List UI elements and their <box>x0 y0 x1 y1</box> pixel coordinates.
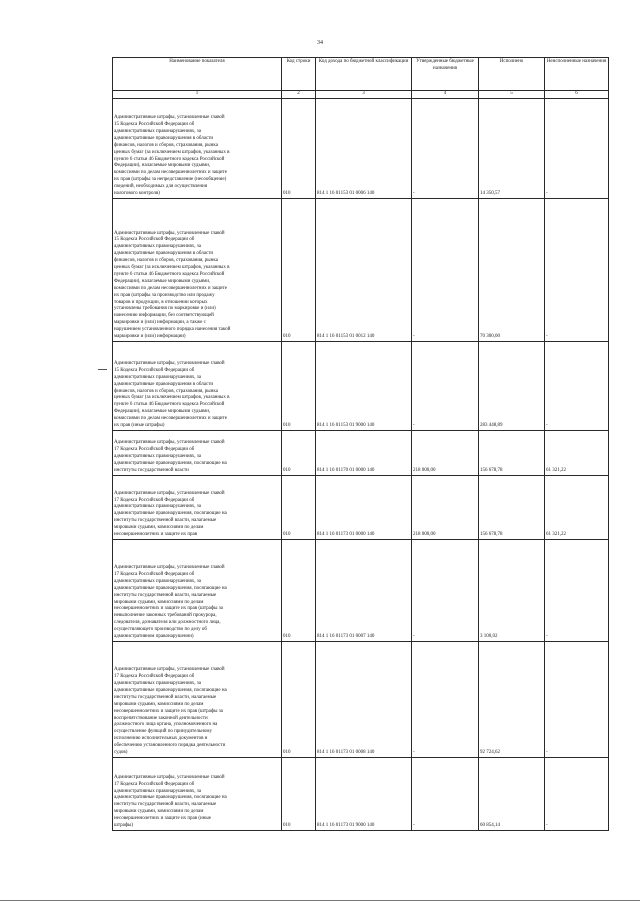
table-row <box>113 199 609 342</box>
column-index: 5 <box>479 91 545 99</box>
indicator-name: Административные штрафы, установленные главой 15 Кодекса Российской Федерации об административных правонарушениях, за административные правонарушения в области финансов, налогов и сборов, страхования, рынка ценных бумаг (за исключением штрафов, указанных в пункте 6 статьи 46 Бюджетного кодекса Российской Федерации), налагаемые мировыми судьями, комиссиями по делам несовершеннолетних и защите их прав (штрафы за производство или продажу товаров и продукции, в отношении которых установлены требования по маркировке и (или) нанесению информации, без соответствующей маркировки и (или) информации, а также с нарушением установленного порядка нанесения такой маркировки и (или) информации) <box>113 199 282 342</box>
table-row <box>113 99 609 199</box>
executed-amount: 14 350,57 <box>479 99 545 199</box>
table-header-row <box>113 58 609 91</box>
unexecuted-amount: - <box>545 642 609 758</box>
row-code: 010 <box>282 642 316 758</box>
approved-amount: - <box>412 99 479 199</box>
approved-amount: - <box>412 199 479 342</box>
column-index: 4 <box>412 91 479 99</box>
approved-amount: - <box>412 540 479 642</box>
budget-code: 814 1 16 01173 01 0008 140 <box>316 642 412 758</box>
budget-code: 814 1 16 01173 01 0007 140 <box>316 540 412 642</box>
table-row <box>113 758 609 831</box>
column-index: 6 <box>545 91 609 99</box>
header-executed: Исполнено <box>479 58 545 91</box>
approved-amount: 218 000,00 <box>412 476 479 540</box>
table-row <box>113 342 609 431</box>
page-number: 34 <box>317 40 323 46</box>
indicator-name: Административные штрафы, установленные главой 15 Кодекса Российской Федерации об административных правонарушениях, за административные правонарушения в области финансов, налогов и сборов, страхования, рынка ценных бумаг (за исключением штрафов, указанных в пункте 6 статьи 46 Бюджетного кодекса Российской Федерации), налагаемые мировыми судьями, комиссиями по делам несовершеннолетних и защите их прав (штрафы за непредставление (несообщение) сведений, необходимых для осуществления налогового контроля) <box>113 99 282 199</box>
row-code: 010 <box>282 199 316 342</box>
indicator-name: Административные штрафы, установленные главой 17 Кодекса Российской Федерации об административных правонарушениях, за административные правонарушения, посягающие на институты государственной власти <box>113 431 282 476</box>
row-code: 010 <box>282 476 316 540</box>
budget-code: 814 1 16 01153 01 0006 140 <box>316 99 412 199</box>
margin-mark <box>98 369 107 370</box>
budget-revenue-table <box>112 57 609 831</box>
unexecuted-amount: - <box>545 199 609 342</box>
budget-code: 814 1 16 01170 01 0000 140 <box>316 431 412 476</box>
table-row <box>113 476 609 540</box>
row-code: 010 <box>282 99 316 199</box>
row-code: 010 <box>282 540 316 642</box>
executed-amount: 283 448,89 <box>479 342 545 431</box>
column-index: 3 <box>316 91 412 99</box>
approved-amount: - <box>412 758 479 831</box>
budget-code: 814 1 16 01173 01 0000 140 <box>316 476 412 540</box>
row-code: 010 <box>282 342 316 431</box>
executed-amount: 92 724,62 <box>479 642 545 758</box>
table-row <box>113 431 609 476</box>
budget-code: 814 1 16 01153 01 0012 140 <box>316 199 412 342</box>
page-bottom-edge <box>0 900 640 901</box>
unexecuted-amount: - <box>545 342 609 431</box>
approved-amount: 218 000,00 <box>412 431 479 476</box>
executed-amount: 156 678,78 <box>479 431 545 476</box>
column-index: 2 <box>282 91 316 99</box>
unexecuted-amount: 61 321,22 <box>545 431 609 476</box>
approved-amount: - <box>412 342 479 431</box>
header-budget-code: Код дохода по бюджетной классификации <box>316 58 412 91</box>
header-indicator-name: Наименование показателя <box>113 58 282 91</box>
executed-amount: 3 100,02 <box>479 540 545 642</box>
header-approved: Утвержденные бюджетные назначения <box>412 58 479 91</box>
executed-amount: 156 678,78 <box>479 476 545 540</box>
indicator-name: Административные штрафы, установленные главой 17 Кодекса Российской Федерации об административных правонарушениях, за административные правонарушения, посягающие на институты государственной власти, налагаемые мировыми судьями, комиссиями по делам несовершеннолетних и защите их прав (иные штрафы) <box>113 758 282 831</box>
unexecuted-amount: - <box>545 540 609 642</box>
approved-amount: - <box>412 642 479 758</box>
header-row-code: Код строки <box>282 58 316 91</box>
indicator-name: Административные штрафы, установленные главой 15 Кодекса Российской Федерации об административных правонарушениях, за административные правонарушения в области финансов, налогов и сборов, страхования, рынка ценных бумаг (за исключением штрафов, указанных в пункте 6 статьи 46 Бюджетного кодекса Российской Федерации), налагаемые мировыми судьями, комиссиями по делам несовершеннолетних и защите их прав (иные штрафы) <box>113 342 282 431</box>
executed-amount: 60 854,14 <box>479 758 545 831</box>
table-row <box>113 642 609 758</box>
row-code: 010 <box>282 431 316 476</box>
row-code: 010 <box>282 758 316 831</box>
indicator-name: Административные штрафы, установленные главой 17 Кодекса Российской Федерации об административных правонарушениях, за административные правонарушения, посягающие на институты государственной власти, налагаемые мировыми судьями, комиссиями по делам несовершеннолетних и защите их прав (штрафы за воспрепятствование законной деятельности должностного лица органа, уполномоченного на осуществление функций по принудительному исполнению исполнительных документов и обеспечению установленного порядка деятельности судов) <box>113 642 282 758</box>
indicator-name: Административные штрафы, установленные главой 17 Кодекса Российской Федерации об административных правонарушениях, за административные правонарушения, посягающие на институты государственной власти, налагаемые мировыми судьями, комиссиями по делам несовершеннолетних и защите их прав (штрафы за невыполнение законных требований прокурора, следователя, дознавателя или должностного лица, осуществляющего производство по делу об административном правонарушении) <box>113 540 282 642</box>
budget-code: 814 1 16 01153 01 9000 140 <box>316 342 412 431</box>
table-row <box>113 540 609 642</box>
unexecuted-amount: 61 321,22 <box>545 476 609 540</box>
column-index-row <box>113 91 609 99</box>
budget-code: 814 1 16 01173 01 9000 140 <box>316 758 412 831</box>
unexecuted-amount: - <box>545 758 609 831</box>
executed-amount: 70 300,00 <box>479 199 545 342</box>
header-unexecuted: Неисполненные назначения <box>545 58 609 91</box>
column-index: 1 <box>113 91 282 99</box>
indicator-name: Административные штрафы, установленные главой 17 Кодекса Российской Федерации об административных правонарушениях, за административные правонарушения, посягающие на институты государственной власти, налагаемые мировыми судьями, комиссиями по делам несовершеннолетних и защите их прав <box>113 476 282 540</box>
unexecuted-amount: - <box>545 99 609 199</box>
